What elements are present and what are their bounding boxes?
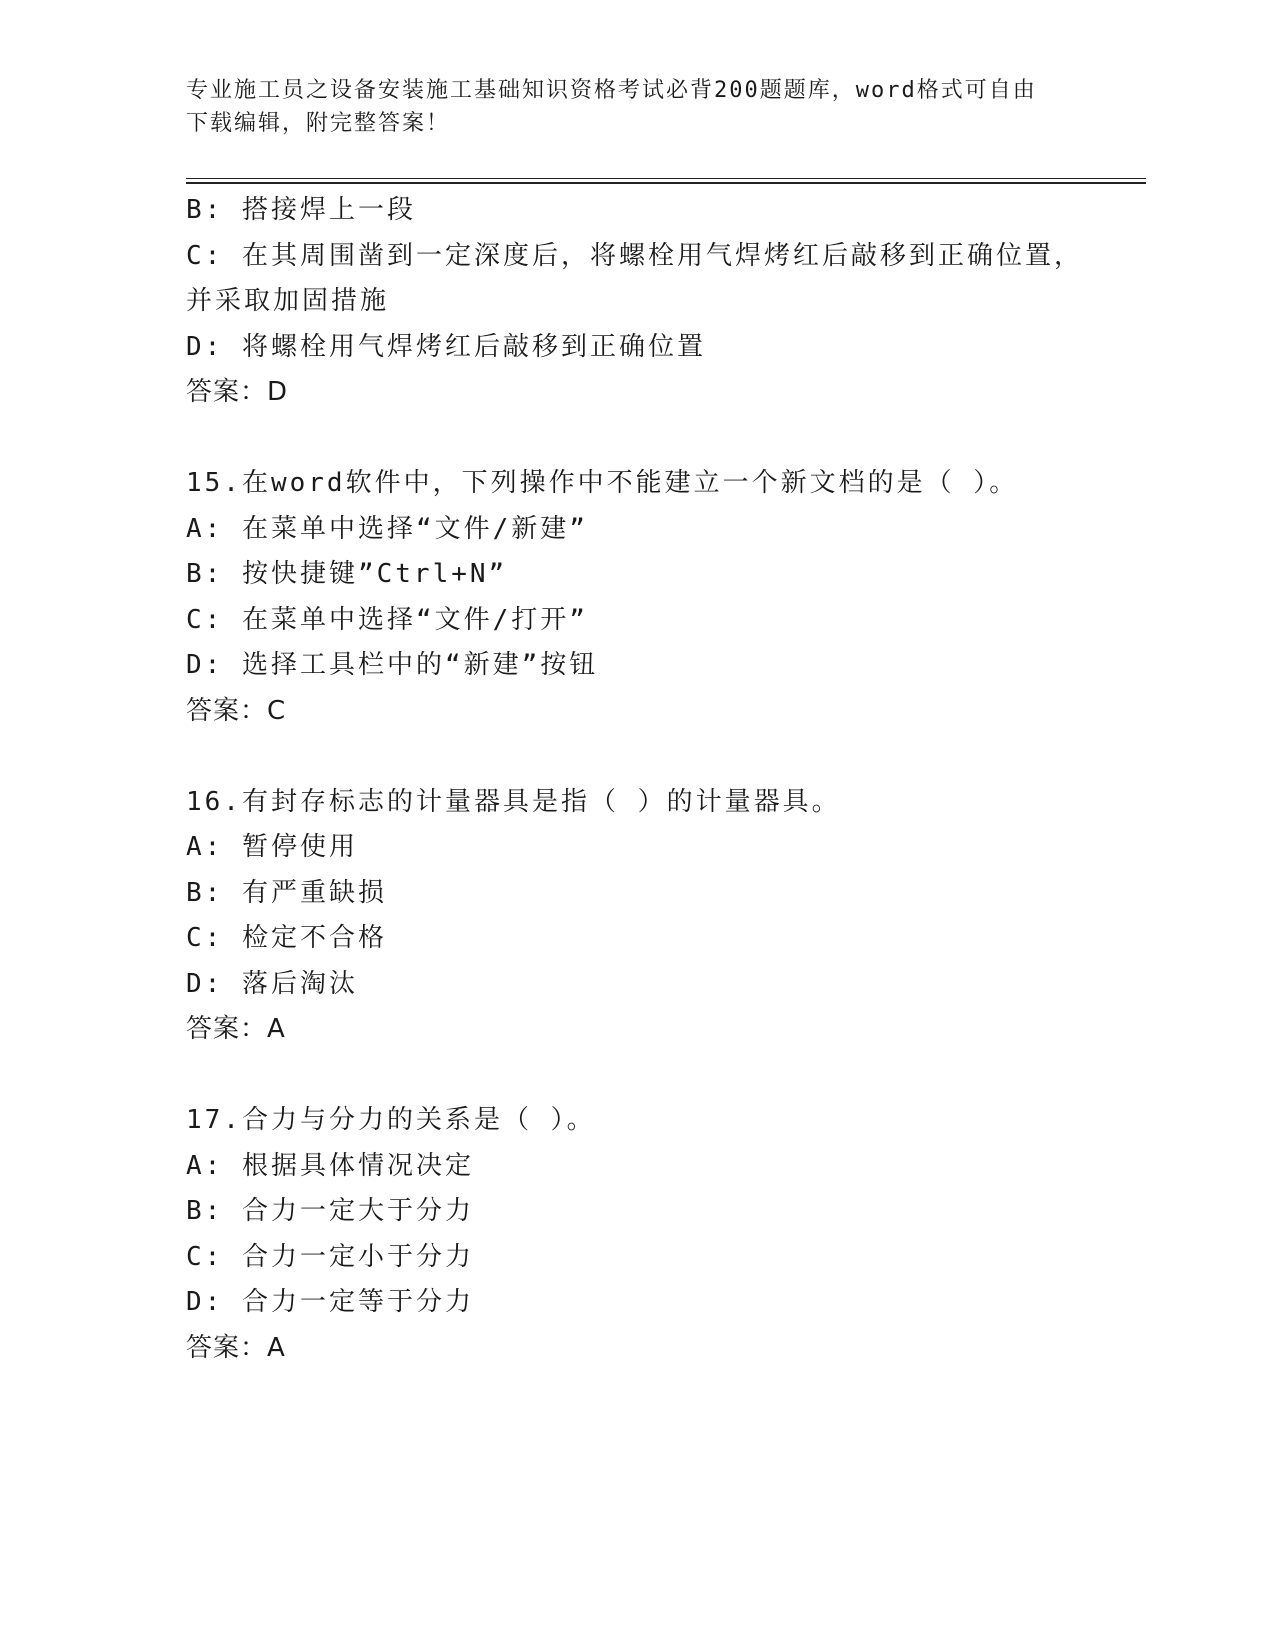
spacer xyxy=(186,416,1086,462)
option-b: B: 有严重缺损 xyxy=(186,877,387,908)
option-a: A: 根据具体情况决定 xyxy=(186,1150,474,1181)
question-17 xyxy=(186,1098,1086,1371)
question-stem: 17.合力与分力的关系是（ ）。 xyxy=(186,1105,596,1135)
option-c: C: 检定不合格 xyxy=(186,923,387,953)
answer-label: 答案：A xyxy=(186,1014,286,1044)
option-a: A: 在菜单中选择“文件/新建” xyxy=(186,513,588,544)
option-c: C: 合力一定小于分力 xyxy=(186,1241,474,1272)
header-line-2: 下载编辑，附完整答案！ xyxy=(186,111,451,136)
option-b: B: 按快捷键”Ctrl+N” xyxy=(186,559,508,589)
option-b: B: 合力一定大于分力 xyxy=(186,1196,474,1226)
header-rule-thin xyxy=(186,178,1146,179)
question-16 xyxy=(186,780,1086,1053)
option-b: B: 搭接焊上一段 xyxy=(186,195,416,225)
document-header xyxy=(186,74,1066,140)
header-rule-thick xyxy=(186,182,1146,184)
answer-label: 答案：C xyxy=(186,695,287,726)
question-stem: 16.有封存标志的计量器具是指（ ）的计量器具。 xyxy=(186,786,841,817)
option-c: C: 在其周围凿到一定深度后，将螺栓用气焊烤红后敲移到正确位置， xyxy=(186,240,1083,271)
question-content xyxy=(186,188,1086,1371)
option-c: C: 在菜单中选择“文件/打开” xyxy=(186,604,588,635)
question-15 xyxy=(186,461,1086,734)
option-d: D: 将螺栓用气焊烤红后敲移到正确位置 xyxy=(186,331,706,362)
option-d: D: 合力一定等于分力 xyxy=(186,1287,474,1317)
answer-label: 答案：D xyxy=(186,377,289,407)
question-stem: 15.在word软件中，下列操作中不能建立一个新文档的是（ ）。 xyxy=(186,468,1019,498)
spacer xyxy=(186,1053,1086,1099)
question-14-continued xyxy=(186,188,1086,416)
header-line-1: 专业施工员之设备安装施工基础知识资格考试必背200题题库，word格式可自由 xyxy=(186,78,1037,103)
option-d: D: 落后淘汰 xyxy=(186,968,358,999)
option-c-continued: 并采取加固措施 xyxy=(186,286,390,316)
spacer xyxy=(186,734,1086,780)
option-a: A: 暂停使用 xyxy=(186,832,358,862)
option-d: D: 选择工具栏中的“新建”按钮 xyxy=(186,650,599,680)
answer-label: 答案：A xyxy=(186,1332,286,1363)
